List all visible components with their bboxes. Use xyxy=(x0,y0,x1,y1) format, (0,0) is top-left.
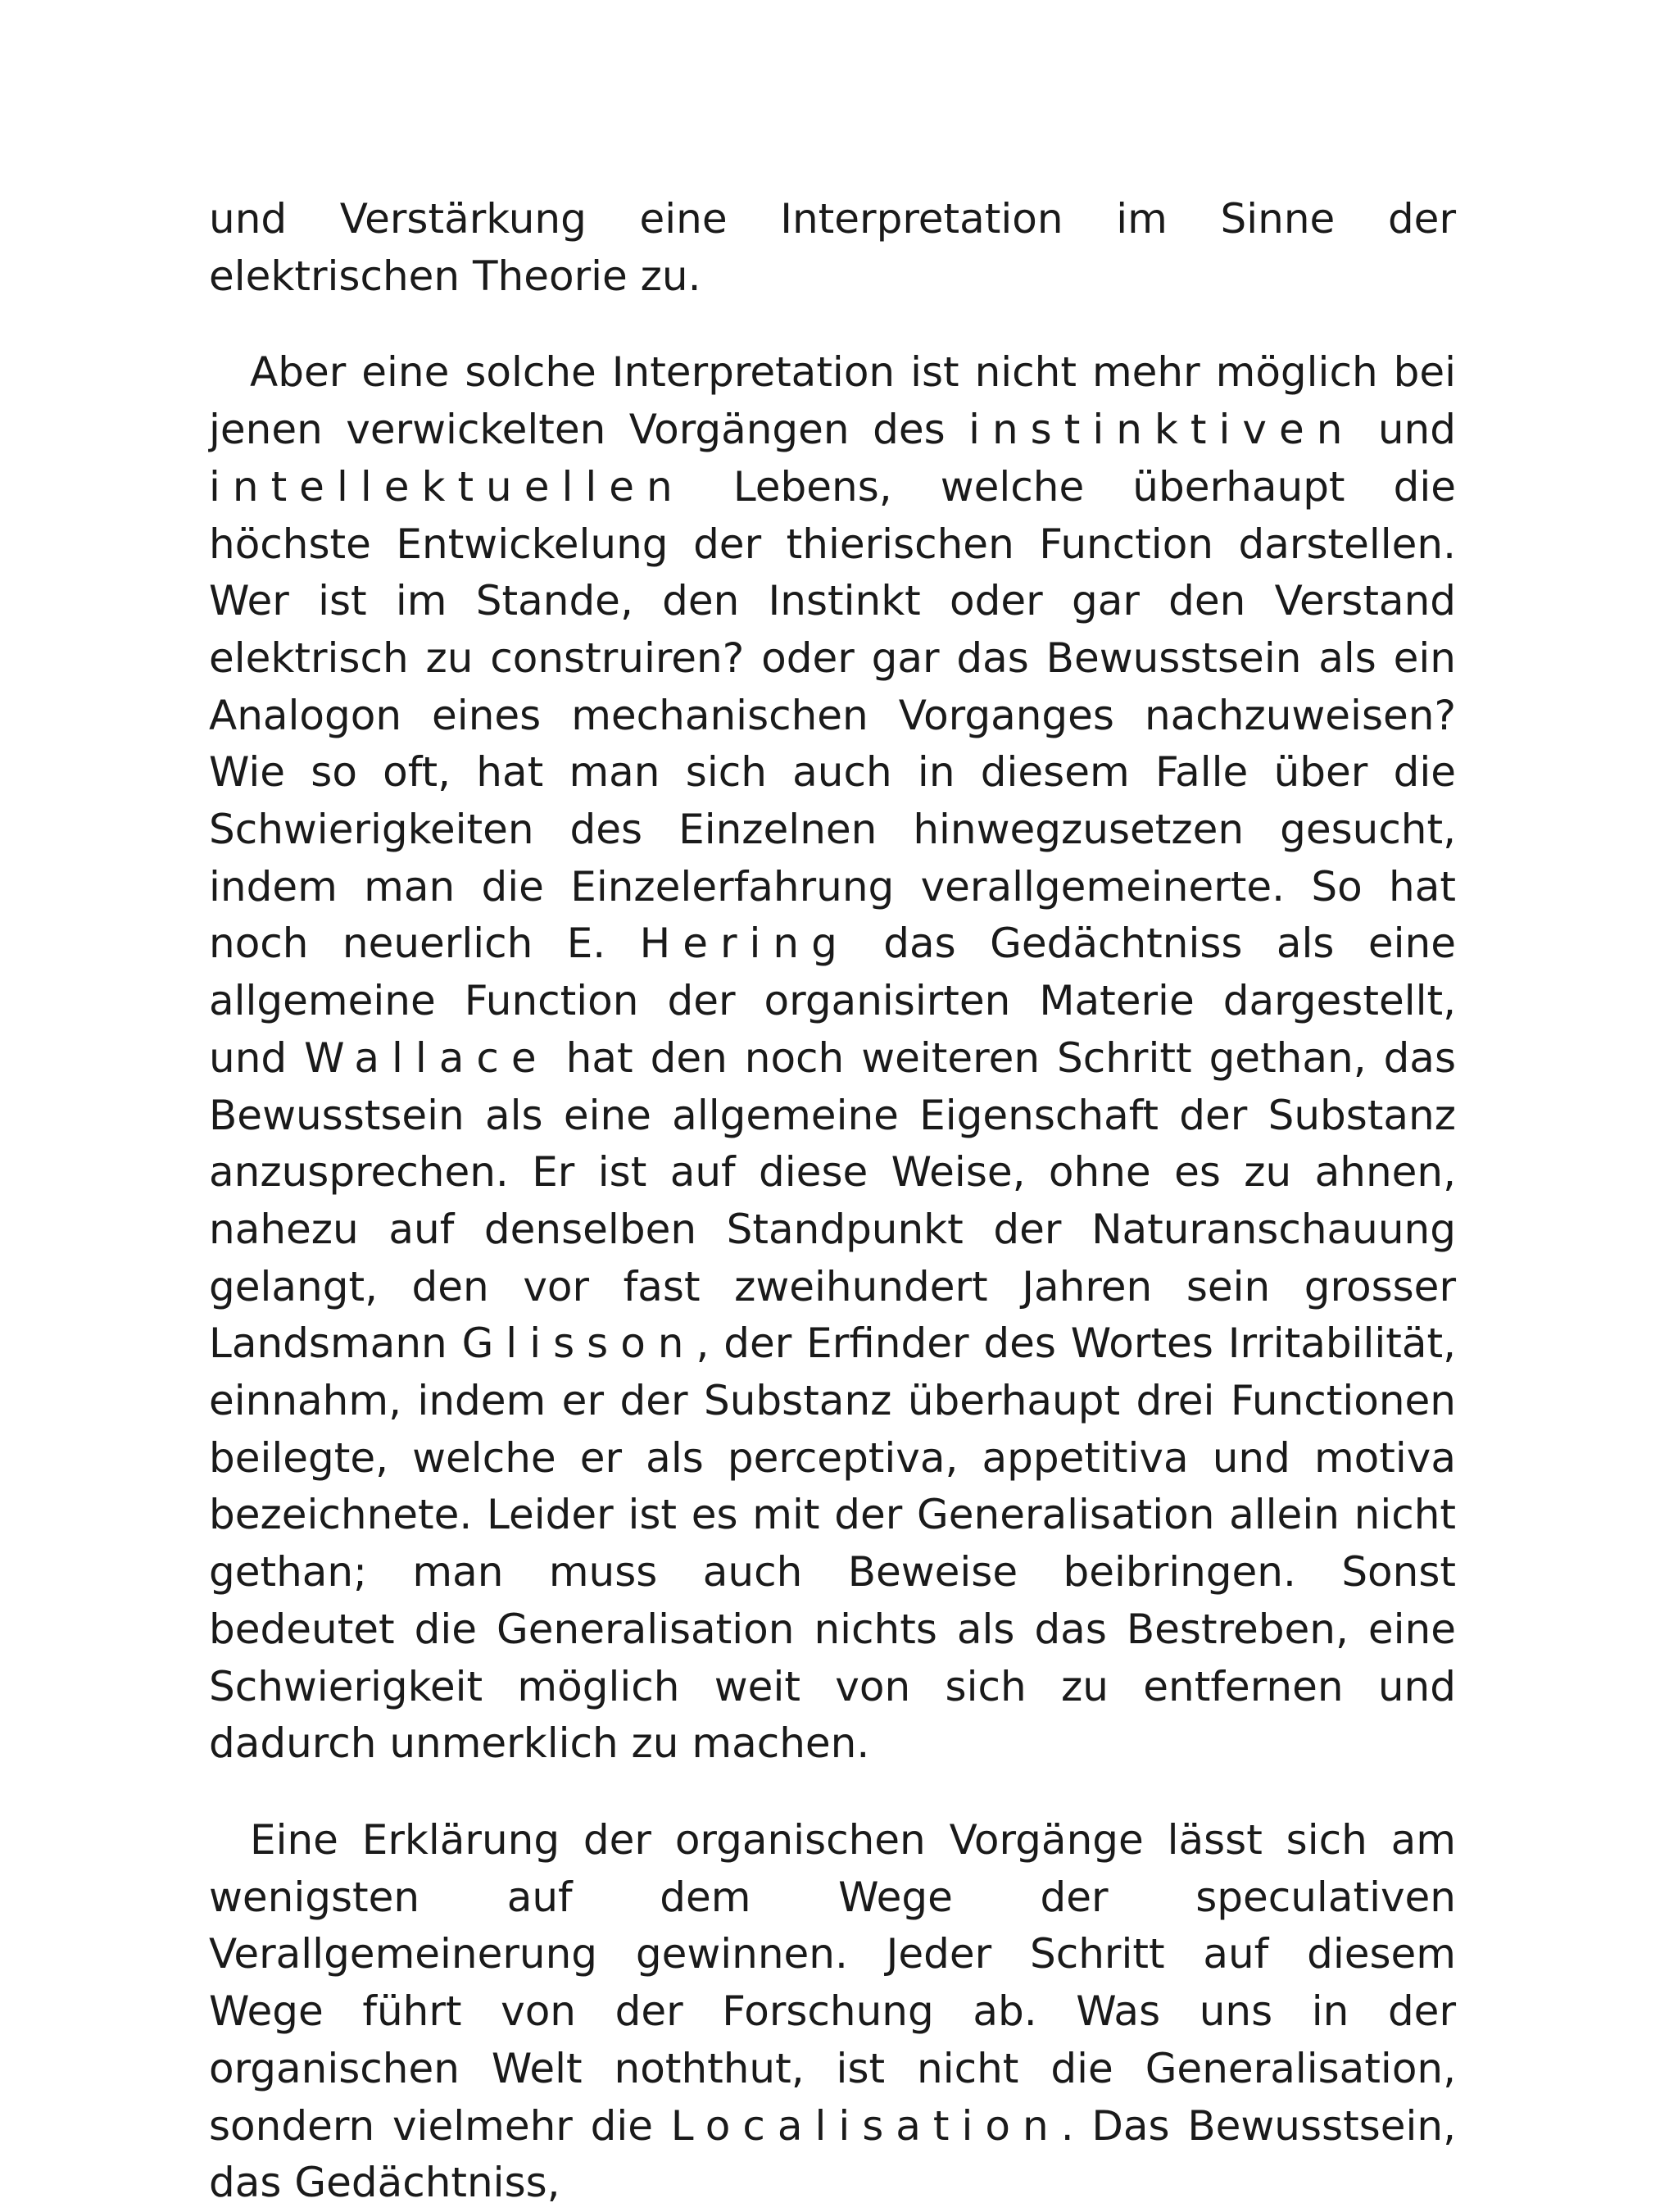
emphasized-name: Glisson xyxy=(461,1319,696,1368)
emphasized-text: Localisation xyxy=(670,2101,1061,2150)
document-page xyxy=(209,191,1456,2212)
text-segment: Lebens, welche überhaupt die höchste Entwickelung der thierischen Function darstellen. Wer ist im Stande, den Instinkt oder gar den Verstand elektrisch zu construiren? oder gar das Bewusstsein als ein Analogon eines mechanischen Vorganges nachzuweisen? Wie so oft, hat man sich auch in diesem Falle über die Schwierigkeiten des Einzelnen hinwegzusetzen gesucht, indem man die Einzelerfahrung verallgemeinerte. So hat noch neuerlich E. xyxy=(209,462,1456,968)
text-segment: Aber eine solche Interpretation ist nicht mehr möglich bei jenen verwickelten Vorgängen des xyxy=(209,348,1456,454)
text-segment: und xyxy=(1354,406,1456,454)
emphasized-name: Hering xyxy=(639,920,850,968)
emphasized-text: instinktiven xyxy=(968,406,1355,454)
text-segment: , der Erfinder des Wortes Irritabilität, einnahm, indem er der Substanz überhaupt drei Functionen beilegte, welche er als perceptiva, appetitiva und motiva bezeichnete. Leider ist es mit der Generalisation allein nicht gethan; man muss auch Beweise beibringen. Sonst bedeutet die Generalisation nichts als das Bestreben, eine Schwierigkeit möglich weit von sich zu entfernen und dadurch unmerklich zu machen. xyxy=(209,1319,1457,1768)
emphasized-name: Wallace xyxy=(304,1033,549,1082)
paragraph-3 xyxy=(209,1812,1456,2212)
paragraph-2 xyxy=(209,344,1456,1773)
text-segment: hat den noch weiteren Schritt gethan, das Bewusstsein als eine allgemeine Eigenschaft der Substanz anzusprechen. Er ist auf diese Weise, ohne es zu ahnen, nahezu auf denselben Standpunkt der Naturanschauung gelangt, den vor fast zweihundert Jahren sein grosser Landsmann xyxy=(209,1033,1456,1368)
text-segment: Eine Erklärung der organischen Vorgänge lässt sich am wenigsten auf dem Wege der speculativen Verallgemeinerung gewinnen. Jeder Schritt auf diesem Wege führt von der Forschung ab. Was uns in der organischen Welt noththut, ist nicht die Generalisation, sondern vielmehr die xyxy=(209,1815,1456,2150)
text-segment: und Verstärkung eine Interpretation im Sinne der elektrischen Theorie zu. xyxy=(209,195,1456,300)
text-segment: das Gedächtniss als eine allgemeine Function der organisirten Materie dargestellt, und xyxy=(209,920,1456,1082)
text-segment: . Das Bewusstsein, das Gedächtniss, xyxy=(209,2101,1456,2207)
emphasized-text: intellektuellen xyxy=(209,462,685,511)
paragraph-1 xyxy=(209,191,1456,305)
